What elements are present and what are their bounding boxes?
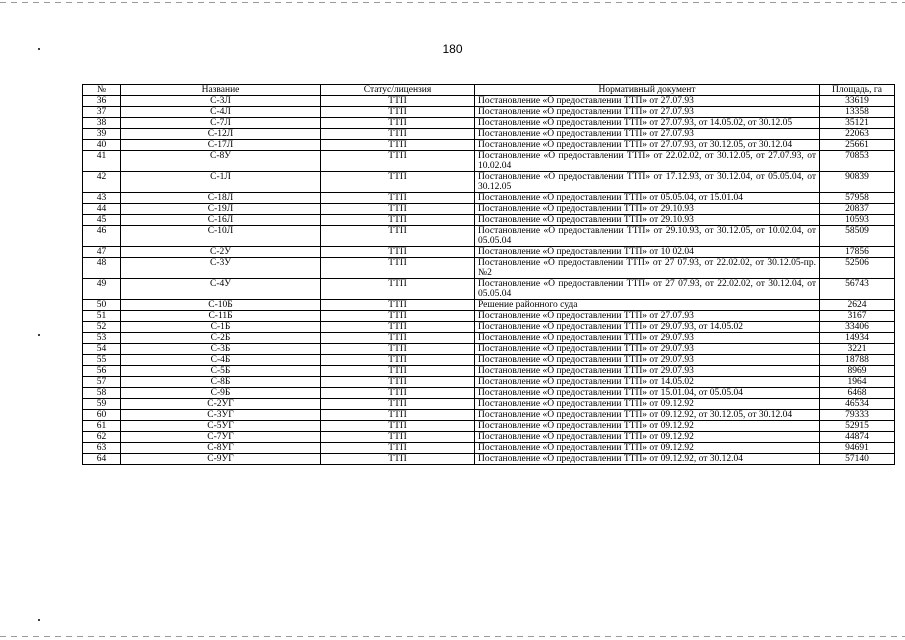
cell-num: 59 (83, 399, 121, 410)
table-row (83, 333, 895, 344)
table-row (83, 279, 895, 300)
cell-num: 61 (83, 421, 121, 432)
cell-area: 33406 (820, 322, 895, 333)
cell-name: С-7Л (121, 118, 321, 129)
cell-num: 53 (83, 333, 121, 344)
cell-document: Постановление «О предоставлении ТТП» от 09.12.92, от 30.12.04 (475, 454, 820, 465)
cell-name: С-19Л (121, 204, 321, 215)
cell-name: С-5УГ (121, 421, 321, 432)
cell-area: 56743 (820, 279, 895, 300)
cell-num: 52 (83, 322, 121, 333)
cell-num: 54 (83, 344, 121, 355)
table-row (83, 454, 895, 465)
header-num: № (83, 85, 121, 96)
cell-status: ТТП (321, 410, 475, 421)
cell-document: Постановление «О предоставлении ТТП» от 27.07.93 (475, 107, 820, 118)
cell-area: 10593 (820, 215, 895, 226)
cell-area: 3167 (820, 311, 895, 322)
cell-area: 44874 (820, 432, 895, 443)
cell-status: ТТП (321, 443, 475, 454)
cell-num: 50 (83, 300, 121, 311)
cell-num: 41 (83, 151, 121, 172)
cell-name: С-4Л (121, 107, 321, 118)
cell-name: С-3У (121, 258, 321, 279)
cell-status: ТТП (321, 151, 475, 172)
table-row (83, 399, 895, 410)
cell-name: С-3Б (121, 344, 321, 355)
cell-name: С-8У (121, 151, 321, 172)
cell-document: Постановление «О предоставлении ТТП» от 29.10.93, от 30.12.05, от 10.02.04, от 05.05.04 (475, 226, 820, 247)
cell-area: 57958 (820, 193, 895, 204)
page-number: 180 (442, 42, 463, 56)
cell-area: 17856 (820, 247, 895, 258)
cell-status: ТТП (321, 366, 475, 377)
cell-status: ТТП (321, 129, 475, 140)
cell-status: ТТП (321, 421, 475, 432)
cell-status: ТТП (321, 204, 475, 215)
cell-document: Постановление «О предоставлении ТТП» от 27.07.93 (475, 96, 820, 107)
cell-name: С-8Б (121, 377, 321, 388)
cell-name: С-2Б (121, 333, 321, 344)
cell-area: 90839 (820, 172, 895, 193)
cell-document: Постановление «О предоставлении ТТП» от 09.12.92 (475, 443, 820, 454)
cell-status: ТТП (321, 140, 475, 151)
cell-status: ТТП (321, 107, 475, 118)
cell-status: ТТП (321, 344, 475, 355)
cell-name: С-2УГ (121, 399, 321, 410)
scan-top-edge (0, 2, 905, 3)
cell-num: 42 (83, 172, 121, 193)
scan-speck (38, 619, 40, 621)
table-row (83, 247, 895, 258)
table-header-row (83, 85, 895, 96)
cell-document: Постановление «О предоставлении ТТП» от 09.12.92 (475, 432, 820, 443)
table-row (83, 300, 895, 311)
cell-name: С-17Л (121, 140, 321, 151)
cell-status: ТТП (321, 388, 475, 399)
cell-status: ТТП (321, 96, 475, 107)
cell-num: 57 (83, 377, 121, 388)
table-row (83, 193, 895, 204)
cell-name: С-4Б (121, 355, 321, 366)
cell-num: 36 (83, 96, 121, 107)
header-status: Статус/лицензия (321, 85, 475, 96)
cell-num: 38 (83, 118, 121, 129)
cell-status: ТТП (321, 377, 475, 388)
cell-area: 8969 (820, 366, 895, 377)
cell-status: ТТП (321, 454, 475, 465)
cell-name: С-9УГ (121, 454, 321, 465)
cell-status: ТТП (321, 355, 475, 366)
cell-area: 46534 (820, 399, 895, 410)
table-row (83, 421, 895, 432)
cell-status: ТТП (321, 226, 475, 247)
cell-name: С-11Б (121, 311, 321, 322)
cell-document: Постановление «О предоставлении ТТП» от 27.07.93, от 14.05.02, от 30.12.05 (475, 118, 820, 129)
cell-name: С-1Б (121, 322, 321, 333)
cell-document: Постановление «О предоставлении ТТП» от 05.05.04, от 15.01.04 (475, 193, 820, 204)
cell-num: 48 (83, 258, 121, 279)
scan-bottom-edge (0, 636, 905, 637)
cell-area: 79333 (820, 410, 895, 421)
cell-num: 44 (83, 204, 121, 215)
cell-num: 58 (83, 388, 121, 399)
table-body (83, 96, 895, 465)
cell-num: 46 (83, 226, 121, 247)
cell-area: 94691 (820, 443, 895, 454)
table-row (83, 311, 895, 322)
cell-name: С-9Б (121, 388, 321, 399)
cell-name: С-12Л (121, 129, 321, 140)
table-row (83, 355, 895, 366)
cell-area: 22063 (820, 129, 895, 140)
cell-num: 45 (83, 215, 121, 226)
cell-status: ТТП (321, 322, 475, 333)
cell-area: 6468 (820, 388, 895, 399)
cell-area: 70853 (820, 151, 895, 172)
cell-name: С-5Б (121, 366, 321, 377)
cell-num: 37 (83, 107, 121, 118)
table-row (83, 432, 895, 443)
cell-area: 58509 (820, 226, 895, 247)
cell-name: С-18Л (121, 193, 321, 204)
table-row (83, 226, 895, 247)
cell-name: С-10Б (121, 300, 321, 311)
table-row (83, 258, 895, 279)
cell-num: 51 (83, 311, 121, 322)
cell-num: 47 (83, 247, 121, 258)
table-row (83, 96, 895, 107)
cell-document: Постановление «О предоставлении ТТП» от 09.12.92 (475, 421, 820, 432)
table-row (83, 129, 895, 140)
cell-document: Постановление «О предоставлении ТТП» от 27 07.93, от 22.02.02, от 30.12.05-пр.№2 (475, 258, 820, 279)
cell-document: Постановление «О предоставлении ТТП» от 10 02.04 (475, 247, 820, 258)
cell-name: С-1Л (121, 172, 321, 193)
table-row (83, 204, 895, 215)
table-row (83, 410, 895, 421)
table-row (83, 215, 895, 226)
cell-document: Постановление «О предоставлении ТТП» от 29.10.93 (475, 215, 820, 226)
cell-num: 63 (83, 443, 121, 454)
cell-status: ТТП (321, 118, 475, 129)
cell-status: ТТП (321, 215, 475, 226)
table-row (83, 443, 895, 454)
cell-num: 64 (83, 454, 121, 465)
cell-name: С-2У (121, 247, 321, 258)
cell-document: Постановление «О предоставлении ТТП» от 09.12.92 (475, 399, 820, 410)
cell-status: ТТП (321, 172, 475, 193)
cell-document: Решение районного суда (475, 300, 820, 311)
cell-status: ТТП (321, 300, 475, 311)
cell-name: С-10Л (121, 226, 321, 247)
table-row (83, 388, 895, 399)
cell-num: 40 (83, 140, 121, 151)
cell-name: С-7УГ (121, 432, 321, 443)
table-row (83, 140, 895, 151)
cell-area: 18788 (820, 355, 895, 366)
scan-speck (38, 48, 40, 50)
cell-name: С-16Л (121, 215, 321, 226)
cell-area: 13358 (820, 107, 895, 118)
cell-num: 56 (83, 366, 121, 377)
cell-name: С-3УГ (121, 410, 321, 421)
table-row (83, 377, 895, 388)
cell-area: 33619 (820, 96, 895, 107)
cell-area: 25661 (820, 140, 895, 151)
header-name: Название (121, 85, 321, 96)
cell-document: Постановление «О предоставлении ТТП» от 29.07.93 (475, 344, 820, 355)
cell-area: 1964 (820, 377, 895, 388)
cell-document: Постановление «О предоставлении ТТП» от 27 07.93, от 22.02.02, от 30.12.04, от 05.05.04 (475, 279, 820, 300)
table-row (83, 118, 895, 129)
cell-area: 3221 (820, 344, 895, 355)
cell-document: Постановление «О предоставлении ТТП» от 27.07.93, от 30.12.05, от 30.12.04 (475, 140, 820, 151)
cell-name: С-3Л (121, 96, 321, 107)
cell-status: ТТП (321, 279, 475, 300)
cell-area: 2624 (820, 300, 895, 311)
cell-document: Постановление «О предоставлении ТТП» от 27.07.93 (475, 129, 820, 140)
cell-status: ТТП (321, 432, 475, 443)
cell-name: С-4У (121, 279, 321, 300)
cell-document: Постановление «О предоставлении ТТП» от 17.12.93, от 30.12.04, от 05.05.04, от 30.12.05 (475, 172, 820, 193)
cell-area: 14934 (820, 333, 895, 344)
cell-area: 20837 (820, 204, 895, 215)
cell-status: ТТП (321, 311, 475, 322)
cell-num: 43 (83, 193, 121, 204)
cell-document: Постановление «О предоставлении ТТП» от 29.10.93 (475, 204, 820, 215)
cell-num: 39 (83, 129, 121, 140)
cell-document: Постановление «О предоставлении ТТП» от 22.02.02, от 30.12.05, от 27.07.93, от 10.02.04 (475, 151, 820, 172)
header-document: Нормативный документ (475, 85, 820, 96)
table-row (83, 344, 895, 355)
table-row (83, 322, 895, 333)
cell-num: 60 (83, 410, 121, 421)
header-area: Площадь, га (820, 85, 895, 96)
cell-name: С-8УГ (121, 443, 321, 454)
cell-document: Постановление «О предоставлении ТТП» от 14.05.02 (475, 377, 820, 388)
cell-num: 55 (83, 355, 121, 366)
table-row (83, 366, 895, 377)
cell-document: Постановление «О предоставлении ТТП» от 27.07.93 (475, 311, 820, 322)
table-row (83, 151, 895, 172)
cell-area: 35121 (820, 118, 895, 129)
cell-num: 62 (83, 432, 121, 443)
table-row (83, 172, 895, 193)
cell-document: Постановление «О предоставлении ТТП» от 29.07.93 (475, 355, 820, 366)
cell-area: 52506 (820, 258, 895, 279)
cell-document: Постановление «О предоставлении ТТП» от 15.01.04, от 05.05.04 (475, 388, 820, 399)
cell-document: Постановление «О предоставлении ТТП» от 29.07.93 (475, 333, 820, 344)
cell-num: 49 (83, 279, 121, 300)
cell-status: ТТП (321, 247, 475, 258)
cell-area: 57140 (820, 454, 895, 465)
scan-speck (38, 334, 40, 336)
table-row (83, 107, 895, 118)
cell-document: Постановление «О предоставлении ТТП» от 29.07.93 (475, 366, 820, 377)
cell-status: ТТП (321, 333, 475, 344)
registry-table (82, 84, 895, 465)
cell-status: ТТП (321, 399, 475, 410)
cell-status: ТТП (321, 258, 475, 279)
cell-status: ТТП (321, 193, 475, 204)
cell-area: 52915 (820, 421, 895, 432)
cell-document: Постановление «О предоставлении ТТП» от 29.07.93, от 14.05.02 (475, 322, 820, 333)
cell-document: Постановление «О предоставлении ТТП» от 09.12.92, от 30.12.05, от 30.12.04 (475, 410, 820, 421)
